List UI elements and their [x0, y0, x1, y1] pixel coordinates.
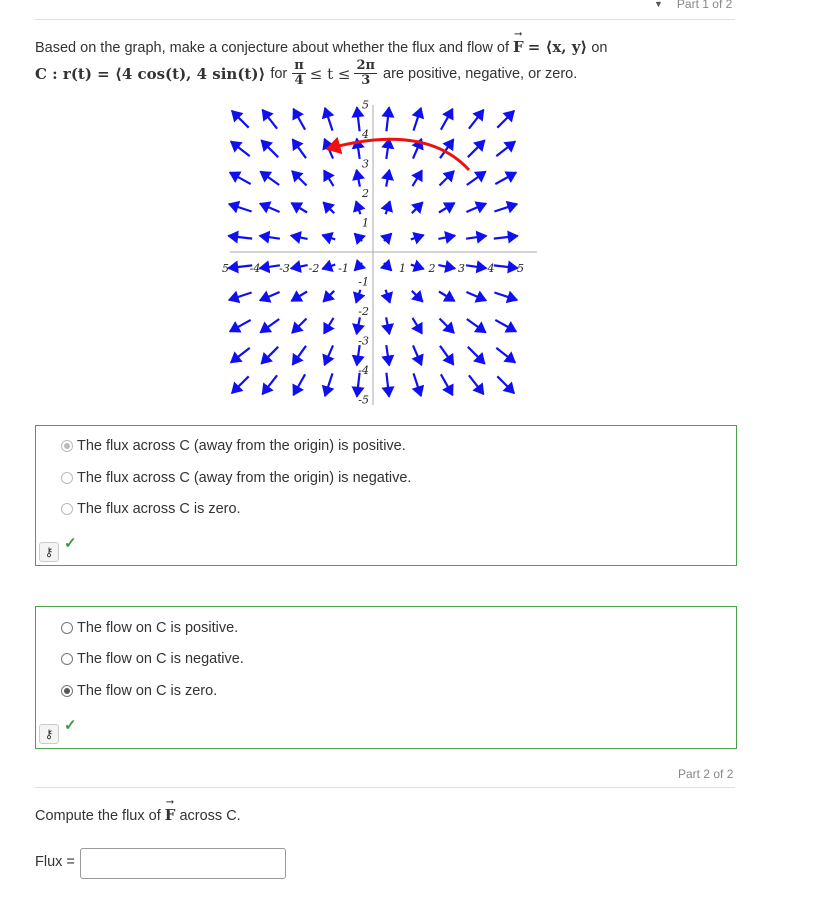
- x-tick-label: 4: [487, 262, 495, 275]
- field-arrow: [440, 346, 454, 365]
- field-arrow: [260, 236, 280, 239]
- x-tick-label: 2: [428, 262, 436, 275]
- x-tick-label: -4: [249, 262, 261, 275]
- field-arrow: [497, 111, 514, 128]
- vector-f: [164, 797, 176, 824]
- field-arrow: [293, 346, 307, 365]
- inequality: ≤ t ≤: [309, 64, 351, 83]
- field-arrow: [262, 110, 277, 129]
- field-arrow: [411, 265, 424, 269]
- field-arrow: [357, 345, 360, 365]
- y-tick-label: 2: [362, 187, 369, 200]
- option-label: The flux across C (away from the origin) is negative.: [77, 470, 412, 486]
- field-arrow: [469, 110, 484, 129]
- field-arrow: [322, 265, 335, 269]
- field-arrow: [229, 204, 252, 212]
- flow-option-zero[interactable]: [61, 683, 217, 699]
- curve-definition: C : r(t) = ⟨4 cos(t), 4 sin(t)⟩: [35, 64, 266, 83]
- lower-numerator: π: [294, 58, 304, 73]
- flow-option-positive[interactable]: [61, 620, 238, 636]
- part-1-divider: [35, 19, 735, 20]
- field-arrow: [230, 172, 251, 184]
- y-tick-label: 3: [362, 157, 369, 171]
- field-arrow: [293, 139, 307, 158]
- option-label: The flux across C (away from the origin) is positive.: [77, 438, 406, 454]
- field-arrow: [495, 320, 516, 332]
- field-arrow: [411, 235, 424, 239]
- field-arrow: [260, 292, 280, 301]
- field-arrow: [262, 375, 277, 394]
- field-arrow: [386, 107, 389, 131]
- field-definition: = ⟨x, y⟩: [527, 38, 588, 56]
- radio-selected-icon[interactable]: [61, 685, 73, 697]
- option-label: The flow on C is negative.: [77, 651, 244, 667]
- x-tick-label: -3: [279, 262, 290, 275]
- field-arrow: [494, 293, 517, 301]
- field-arrow: [386, 290, 390, 303]
- field-arrow: [261, 140, 278, 157]
- field-arrow: [384, 263, 392, 271]
- lower-denominator: 4: [294, 73, 304, 88]
- part-1-header[interactable]: [654, 0, 732, 11]
- field-arrow: [494, 265, 518, 268]
- field-arrow: [291, 236, 308, 239]
- field-arrow: [357, 317, 360, 334]
- field-arrow: [469, 375, 484, 394]
- field-arrow: [384, 234, 392, 242]
- part-2-question: [35, 797, 241, 824]
- radio-icon[interactable]: [61, 472, 73, 484]
- field-arrow: [386, 201, 390, 214]
- field-arrow: [386, 345, 389, 365]
- upper-numerator: 2π: [356, 58, 376, 73]
- field-arrow: [325, 108, 333, 131]
- field-arrow: [497, 376, 514, 393]
- vector-field-graph: [222, 98, 545, 412]
- option-label: The flux across C is zero.: [77, 501, 241, 517]
- option-label: The flow on C is positive.: [77, 620, 239, 636]
- field-arrow: [324, 170, 334, 186]
- field-arrow: [357, 107, 360, 131]
- field-arrow: [441, 109, 453, 130]
- field-arrow: [291, 203, 307, 213]
- field-arrow: [413, 318, 423, 334]
- field-arrow: [356, 201, 360, 214]
- radio-icon[interactable]: [61, 503, 73, 515]
- lower-bound-fraction: [292, 59, 306, 88]
- y-tick-label: -5: [358, 393, 369, 407]
- y-tick-label: 5: [362, 98, 369, 112]
- graph-axes: [230, 105, 537, 405]
- field-arrow: [466, 204, 486, 213]
- curve-c: [327, 139, 469, 170]
- field-arrow: [440, 171, 455, 186]
- field-arrow: [438, 265, 455, 268]
- field-arrow: [496, 348, 515, 363]
- field-arrow: [232, 111, 249, 128]
- field-arrow: [494, 204, 517, 212]
- question-suffix: are positive, negative, or zero.: [383, 65, 578, 82]
- for-word: for: [270, 65, 288, 82]
- field-arrow: [355, 263, 363, 271]
- field-arrow: [468, 140, 485, 157]
- upper-denominator: 3: [361, 73, 371, 88]
- option-label: The flow on C is zero.: [77, 683, 218, 699]
- field-arrow: [413, 345, 422, 365]
- field-arrow: [355, 234, 363, 242]
- field-arrow: [466, 292, 486, 301]
- field-arrow: [323, 291, 334, 302]
- triangle-down-icon[interactable]: ▼: [654, 0, 663, 9]
- field-arrow: [386, 170, 389, 187]
- field-arrow: [260, 265, 280, 268]
- field-arrow: [260, 319, 279, 333]
- question-line-1: [35, 29, 608, 56]
- upper-bound-fraction: [354, 59, 377, 88]
- field-arrow: [231, 141, 250, 156]
- radio-icon[interactable]: [61, 653, 73, 665]
- field-arrow: [229, 293, 252, 301]
- y-tick-label: -2: [358, 305, 369, 318]
- field-arrow: [292, 319, 307, 334]
- field-arrow: [322, 235, 335, 239]
- question-suffix: across C.: [179, 808, 241, 824]
- field-arrow: [466, 265, 486, 268]
- field-arrow: [495, 172, 516, 184]
- field-arrow: [293, 374, 305, 395]
- key-icon[interactable]: ⚷: [39, 542, 59, 562]
- field-arrow: [228, 236, 252, 239]
- vector-arrow-icon: →: [165, 797, 175, 808]
- field-arrow: [414, 108, 422, 131]
- part-2-divider: [35, 787, 735, 788]
- checkmark-icon: ✓: [64, 717, 77, 734]
- flux-option-zero[interactable]: [61, 501, 241, 517]
- f-symbol: F: [164, 806, 176, 824]
- field-arrow: [291, 265, 308, 268]
- field-arrow: [494, 236, 518, 239]
- x-tick-label: -1: [338, 262, 349, 275]
- y-tick-label: 1: [362, 216, 369, 230]
- field-arrow: [230, 320, 251, 332]
- field-arrow: [325, 373, 333, 396]
- y-tick-label: -3: [358, 334, 369, 348]
- field-arrow: [466, 236, 486, 239]
- field-arrow: [496, 141, 515, 156]
- field-arrow: [412, 291, 423, 302]
- field-arrow: [324, 318, 334, 334]
- field-arrow: [292, 171, 307, 186]
- flux-label: Flux =: [35, 854, 75, 870]
- x-tick-label: 1: [399, 262, 406, 275]
- checkmark-icon: ✓: [64, 535, 77, 552]
- field-arrow: [291, 292, 307, 302]
- field-arrow: [467, 319, 486, 333]
- field-arrow: [325, 345, 334, 365]
- vector-arrow-icon: →: [514, 29, 523, 40]
- field-arrow: [231, 348, 250, 363]
- field-arrow: [357, 170, 360, 187]
- radio-icon[interactable]: [61, 622, 73, 634]
- y-tick-label: -1: [358, 275, 369, 289]
- question-on: on: [591, 40, 608, 56]
- flow-option-negative[interactable]: [61, 651, 244, 667]
- field-arrow: [468, 347, 485, 364]
- key-icon[interactable]: ⚷: [39, 724, 59, 744]
- part-2-label: Part 2 of 2: [678, 767, 734, 781]
- flux-option-positive[interactable]: [61, 438, 406, 454]
- field-arrow: [440, 319, 455, 334]
- question-line-2: [35, 59, 577, 88]
- x-tick-label: -2: [308, 262, 320, 275]
- field-arrow: [293, 109, 305, 130]
- field-arrow: [467, 172, 486, 186]
- x-tick-label: 5: [517, 262, 524, 275]
- flux-option-negative[interactable]: [61, 470, 411, 486]
- x-tick-label: 3: [458, 262, 465, 275]
- question-text: Based on the graph, make a conjecture about whether the flux and flow of: [35, 40, 509, 56]
- vector-f: [513, 29, 524, 56]
- field-arrow: [386, 317, 389, 334]
- part-1-label: Part 1 of 2: [676, 0, 733, 11]
- field-arrow: [323, 202, 334, 213]
- flux-input[interactable]: [80, 848, 286, 879]
- field-arrow: [441, 374, 453, 395]
- field-arrow: [386, 373, 389, 397]
- field-arrow: [413, 170, 423, 186]
- field-arrow: [261, 347, 278, 364]
- field-arrow: [439, 203, 455, 213]
- radio-selected-icon[interactable]: [61, 440, 73, 452]
- field-arrow: [356, 290, 360, 303]
- field-arrow: [439, 292, 455, 302]
- field-arrow: [414, 373, 422, 396]
- y-tick-label: 4: [362, 128, 369, 141]
- field-arrow: [232, 376, 249, 393]
- field-arrow: [386, 139, 389, 159]
- f-symbol: F: [513, 38, 524, 56]
- field-arrow: [438, 236, 455, 239]
- field-arrow: [228, 265, 252, 268]
- field-arrow: [412, 202, 423, 213]
- field-arrow: [260, 204, 280, 213]
- question-text: Compute the flux of: [35, 808, 161, 824]
- x-tick-label: 5: [222, 262, 229, 275]
- field-arrow: [260, 172, 279, 186]
- y-tick-label: -4: [358, 364, 369, 377]
